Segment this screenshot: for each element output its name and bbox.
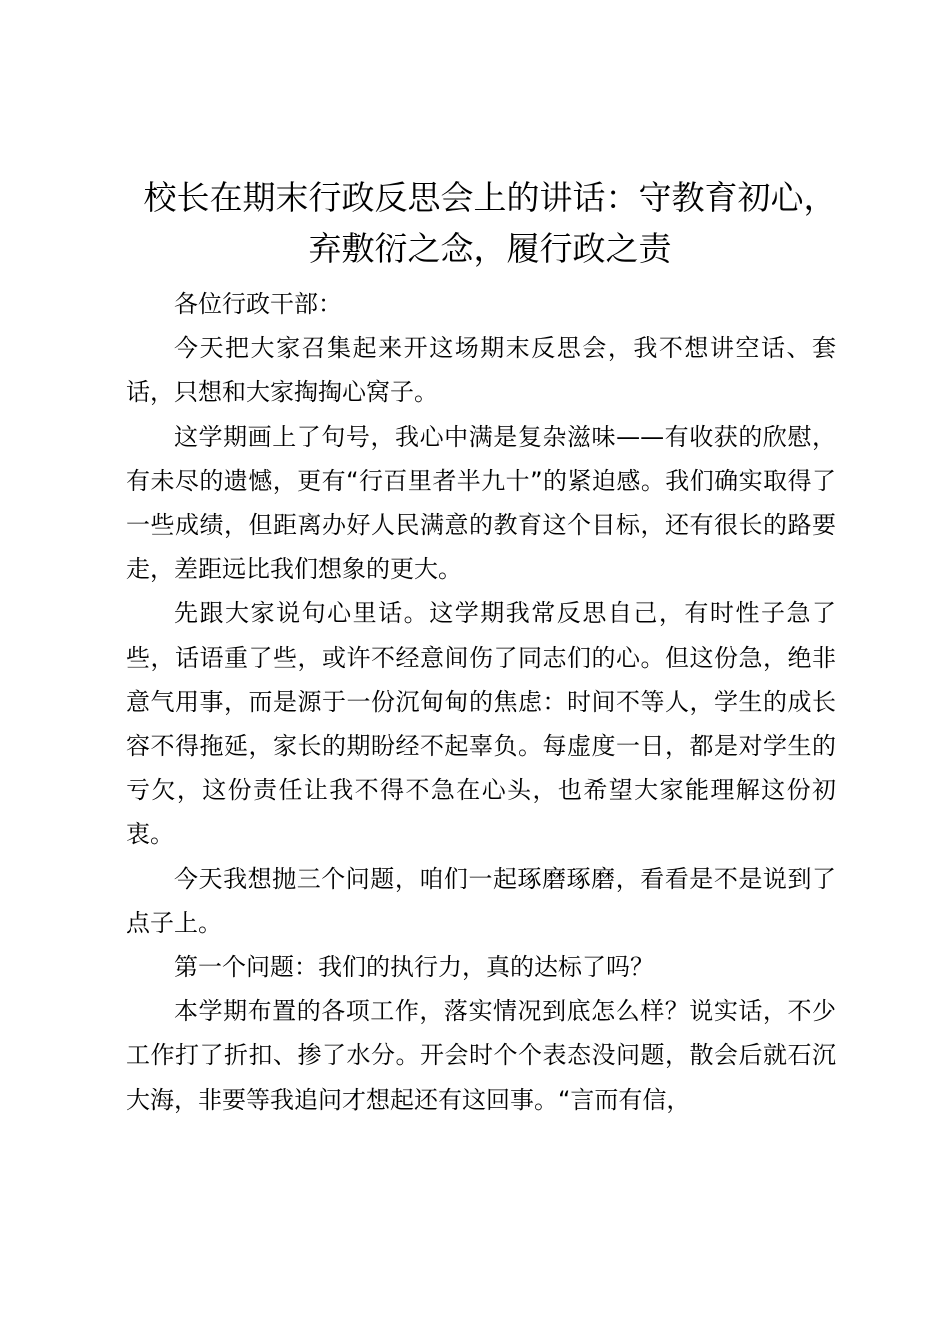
question-heading-1: 第一个问题：我们的执行力，真的达标了吗？	[174, 953, 654, 982]
paragraph-opening: 今天把大家召集起来开这场期末反思会，我不想讲空话、套话，只想和大家掏掏心窝子。	[126, 334, 836, 407]
paragraph-execution: 本学期布置的各项工作，落实情况到底怎么样？说实话，不少工作打了折扣、掺了水分。开会时个个表态没问题，散会后就石沉大海，非要等我追问才想起还有这回事。“言而有信，	[126, 997, 836, 1114]
paragraph-heartfelt-words: 先跟大家说句心里话。这学期我常反思自己，有时性子急了些，话语重了些，或许不经意间伤了同志们的心。但这份急，绝非意气用事，而是源于一份沉甸甸的焦虑：时间不等人，学生的成长容不得拖延，家长的期盼经不起辜负。每虚度一日，都是对学生的亏欠，这份责任让我不得不急在心头，也希望大家能理解这份初衷。	[126, 599, 836, 849]
salutation: 各位行政干部：	[174, 290, 342, 318]
paragraph-three-questions: 今天我想抛三个问题，咱们一起琢磨琢磨，看看是不是说到了点子上。	[126, 864, 836, 937]
title-line-2: 弃敷衍之念，履行政之责	[308, 229, 672, 268]
document-title	[120, 172, 860, 274]
document-body	[126, 282, 836, 1122]
paragraph-semester-review: 这学期画上了句号，我心中满是复杂滋味——有收获的欣慰，有未尽的遗憾，更有“行百里者半九十”的紧迫感。我们确实取得了一些成绩，但距离办好人民满意的教育这个目标，还有很长的路要走，差距远比我们想象的更大。	[126, 422, 836, 584]
title-line-1: 校长在期末行政反思会上的讲话：守教育初心，	[143, 178, 837, 217]
